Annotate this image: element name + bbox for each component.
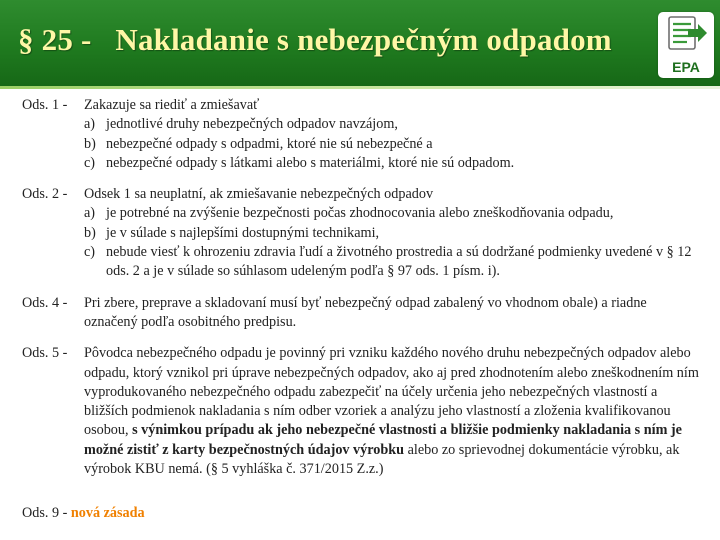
list-marker: a) [84,205,96,222]
paragraph-text: Odsek 1 sa neuplatní, ak zmiešavanie nebezpečných odpadov [84,186,434,203]
logo-text: EPA [672,59,700,75]
paragraph-text: Pôvodca nebezpečného odpadu je povinný pri vzniku každého nového druhu nebezpečných odpadov alebo odpadu, ktorý vznikol pri úprave nebezpečných odpadov, ako aj pred zhodnotením alebo zneškodnením ním vyprodukovaného nebezpečného odpadu zabezpečiť na účely určenia jeho nebezpečných vlastností a bližších podmienok nakladania s ním odber vzoriek a analýzu jeho vlastností a zloženia kvalifikovanou osobou, [84,345,699,439]
paragraph-text: Zakazuje sa riediť a zmiešavať [84,97,260,113]
paragraph-label: Ods. 9 - [22,505,68,521]
paragraph-ods-5 [22,344,702,479]
paragraph-text-bold: s výnimkou prípadu ak jeho nebezpečné vlastnosti a bližšie podmienky nakladania s ním je možné zistiť z karty bezpečnostných údajov výrobku [84,422,682,458]
list-item-text: je potrebné na zvýšenie bezpečnosti počas zhodnocovania alebo zneškodňovania odpadu, [106,205,614,222]
paragraph-text: alebo zo sprievodnej dokumentácie výrobku, ak výrobok KBU nemá. (§ 5 vyhláška č. 371/2015 Z.z.) [84,441,680,478]
list-item [84,224,702,243]
paragraph-ods-2 [22,185,702,281]
list-item-text: nebezpečné odpady s látkami alebo s materiálmi, ktoré nie sú odpadom. [106,154,515,171]
list-item [84,243,702,282]
list-item-text: je v súlade s najlepšími dostupnými technikami, [106,224,380,241]
paragraph-ods-4 [22,294,702,333]
paragraph-text: Pri zbere, preprave a skladovaní musí byť nebezpečný odpad zabalený vo vhodnom obale) a riadne označený podľa osobitného predpisu. [84,294,647,330]
list-marker: a) [84,116,96,133]
list-item [84,154,702,173]
list-item [84,135,702,154]
paragraph-label: Ods. 4 - [22,294,68,311]
paragraph-label: Ods. 5 - [22,345,68,362]
epa-logo [658,12,714,78]
paragraph-label: Ods. 1 - [22,97,68,113]
list-marker: b) [84,224,96,241]
list-item [84,115,702,134]
list-marker: c) [84,244,96,261]
paragraph-label: Ods. 2 - [22,186,68,203]
list-marker: b) [84,135,96,152]
list-marker: c) [84,154,96,171]
content-area [22,96,702,491]
new-principle-highlight: nová zásada [70,505,145,521]
paragraph-ods-9 [22,504,145,523]
list-item-text: nebude viesť k ohrozeniu zdravia ľudí a životného prostredia a sú dodržané podmienky uvedené v § 12 ods. 2 a je v súlade so súhlasom udeleným podľa § 97 ods. 1 písm. i). [106,244,692,280]
page-title: § 25 - Nakladanie s nebezpečným odpadom [18,22,612,57]
list-item-text: nebezpečné odpady s odpadmi, ktoré nie sú nebezpečné a [106,135,433,152]
paragraph-ods-1 [22,96,702,173]
list-item [84,204,702,223]
header-divider [0,86,720,89]
list-item-text: jednotlivé druhy nebezpečných odpadov navzájom, [106,116,398,133]
